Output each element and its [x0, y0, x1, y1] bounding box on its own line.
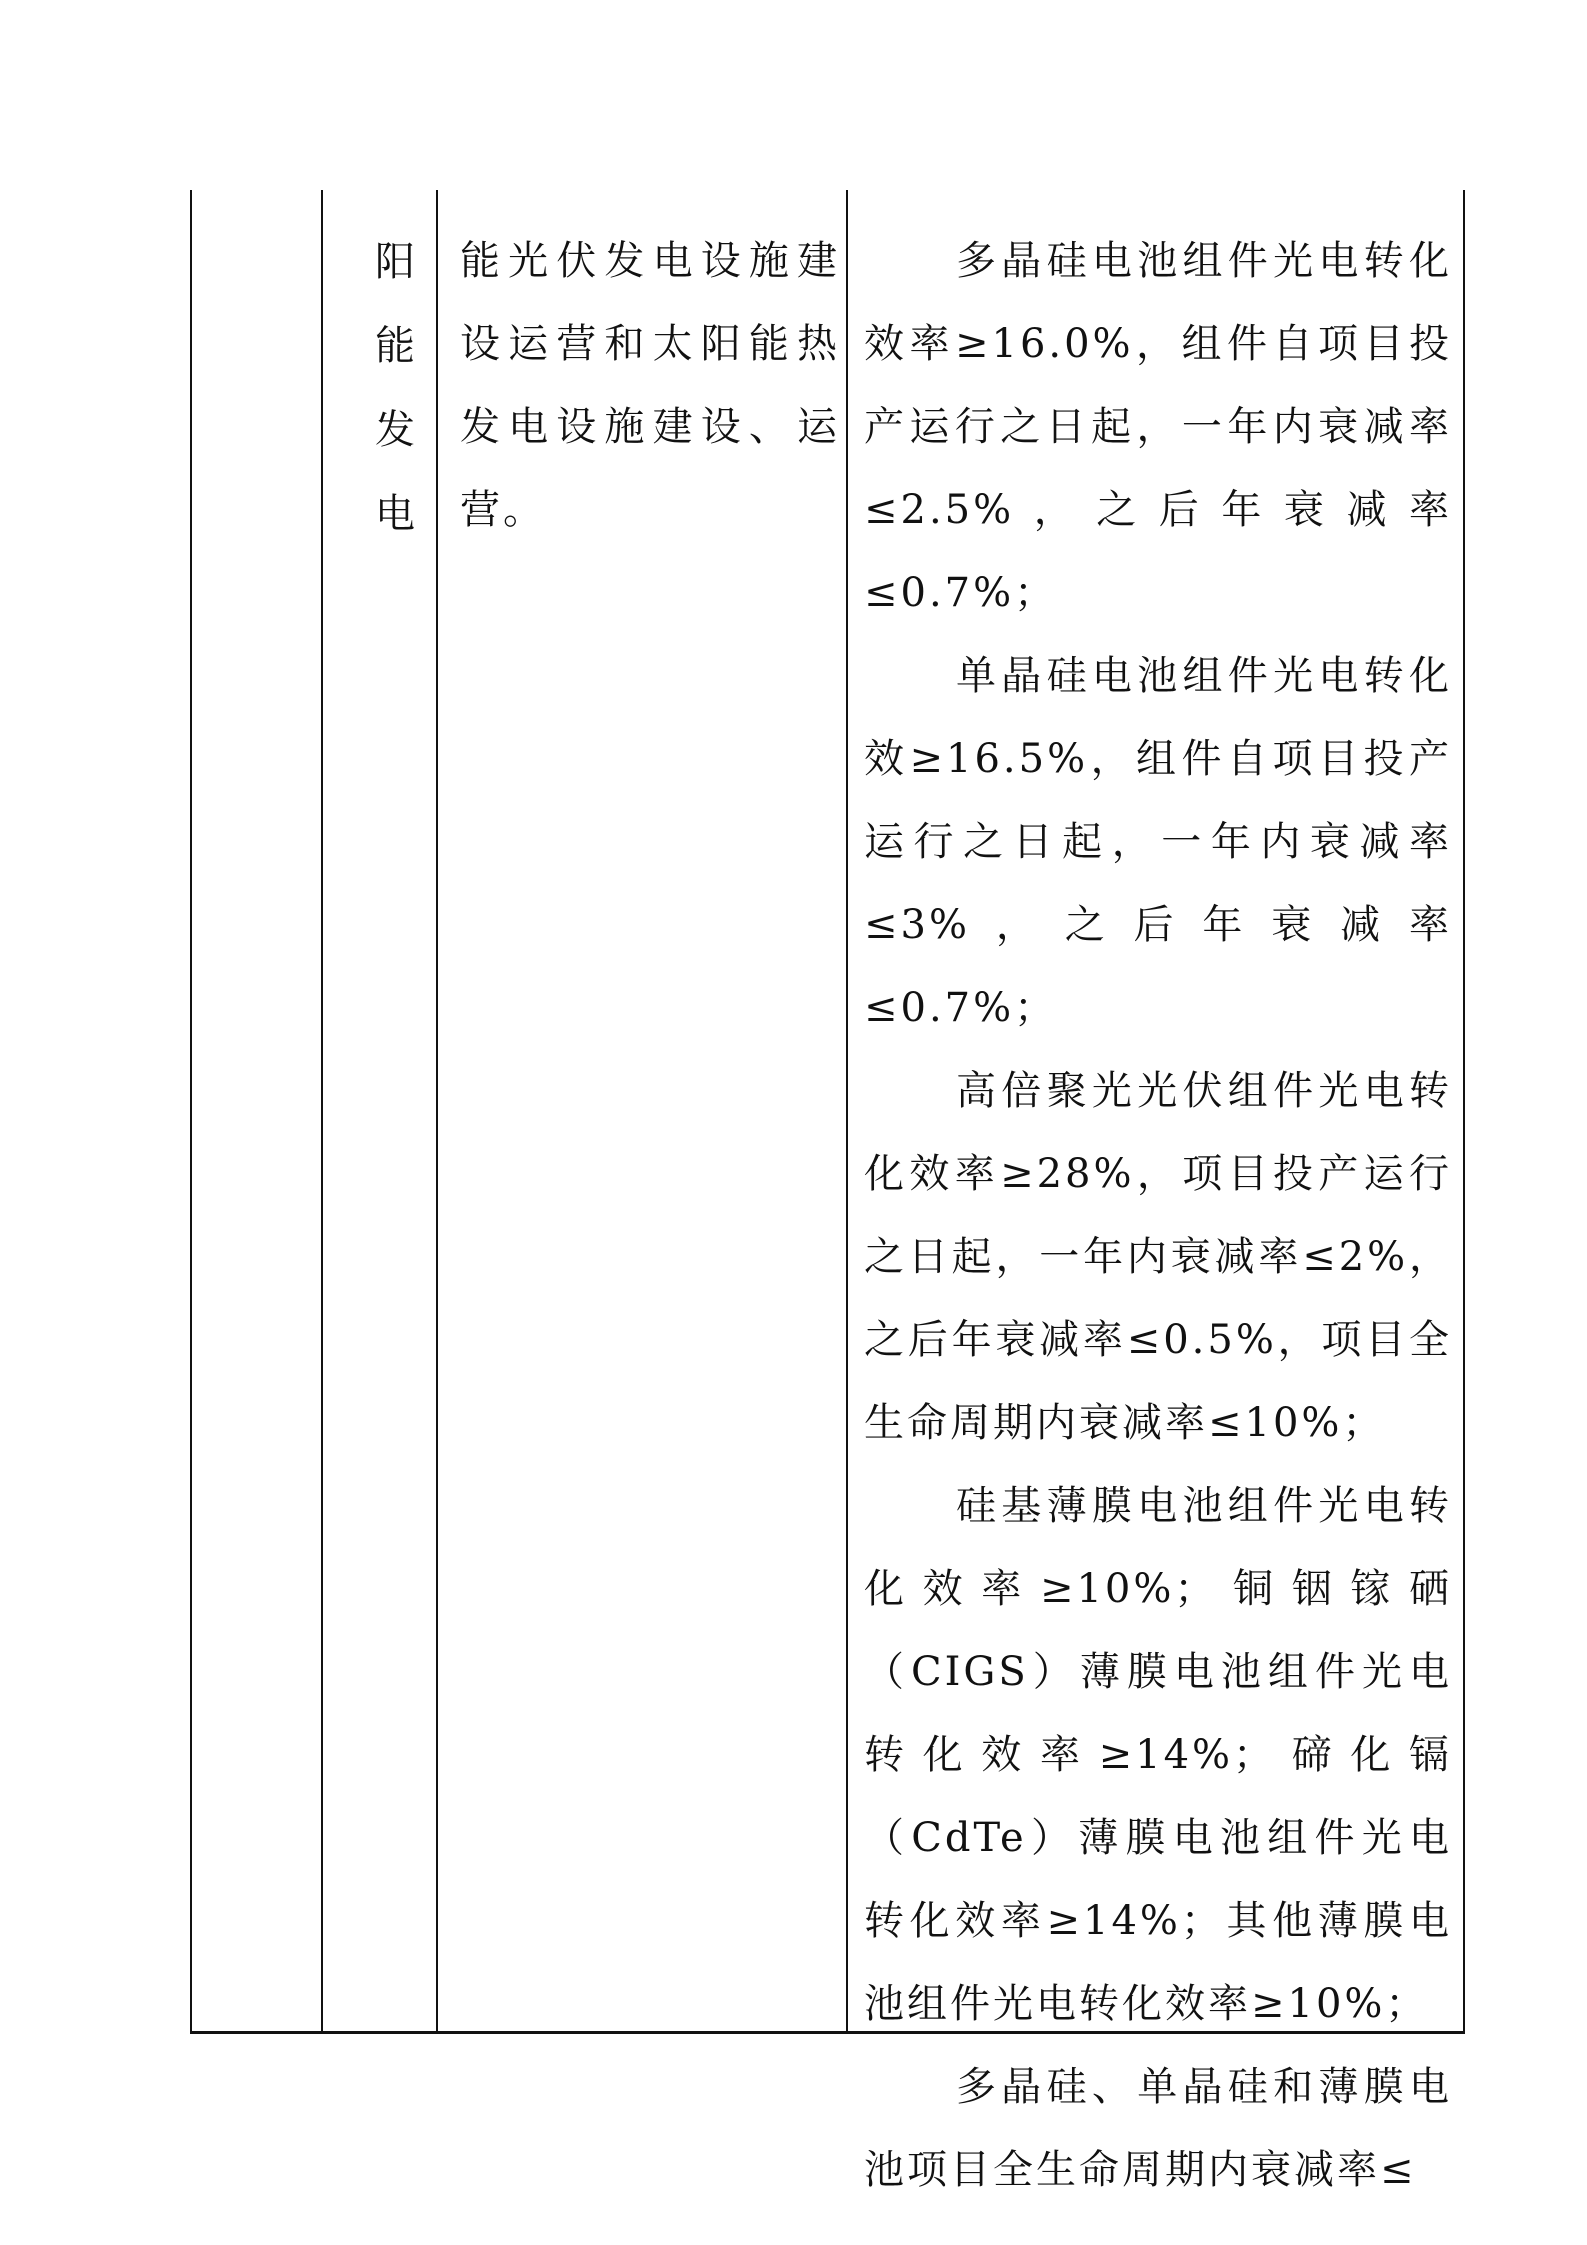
- criteria-cell: [864, 190, 1452, 2212]
- scope-text: 能光伏发电设施建设运营和太阳能热发电设施建设、运营。: [460, 238, 840, 533]
- table-divider-1: [321, 190, 323, 2031]
- table-border-right: [1463, 190, 1465, 2031]
- criteria-concentrator-pv: 高倍聚光光伏组件光电转化效率≥28%，项目投产运行之日起，一年内衰减率≤2%，之后年衰减率≤0.5%，项目全生命周期内衰减率≤10%；: [864, 1068, 1452, 1446]
- category-char: 发: [375, 407, 415, 453]
- category-char: 阳: [375, 239, 415, 285]
- table-divider-3: [846, 190, 848, 2031]
- continuation-table: [190, 190, 1465, 2193]
- criteria-polysilicon: 多晶硅电池组件光电转化效率≥16.0%，组件自项目投产运行之日起，一年内衰减率≤2.5%，之后年衰减率≤0.7%；: [864, 238, 1452, 616]
- scope-cell: [460, 190, 840, 552]
- criteria-lifecycle: 多晶硅、单晶硅和薄膜电池项目全生命周期内衰减率≤: [864, 2064, 1452, 2193]
- category-cell: [340, 190, 450, 556]
- category-char: 电: [375, 491, 415, 537]
- criteria-monosilicon: 单晶硅电池组件光电转化效≥16.5%，组件自项目投产运行之日起，一年内衰减率≤3%，之后年衰减率≤0.7%；: [864, 653, 1452, 1031]
- criteria-thin-film: 硅基薄膜电池组件光电转化效率≥10%；铜铟镓硒（CIGS）薄膜电池组件光电转化效率≥14%；碲化镉（CdTe）薄膜电池组件光电转化效率≥14%；其他薄膜电池组件光电转化效率≥10%；: [864, 1483, 1452, 2027]
- category-char: 能: [375, 323, 415, 369]
- table-border-left: [190, 190, 192, 2031]
